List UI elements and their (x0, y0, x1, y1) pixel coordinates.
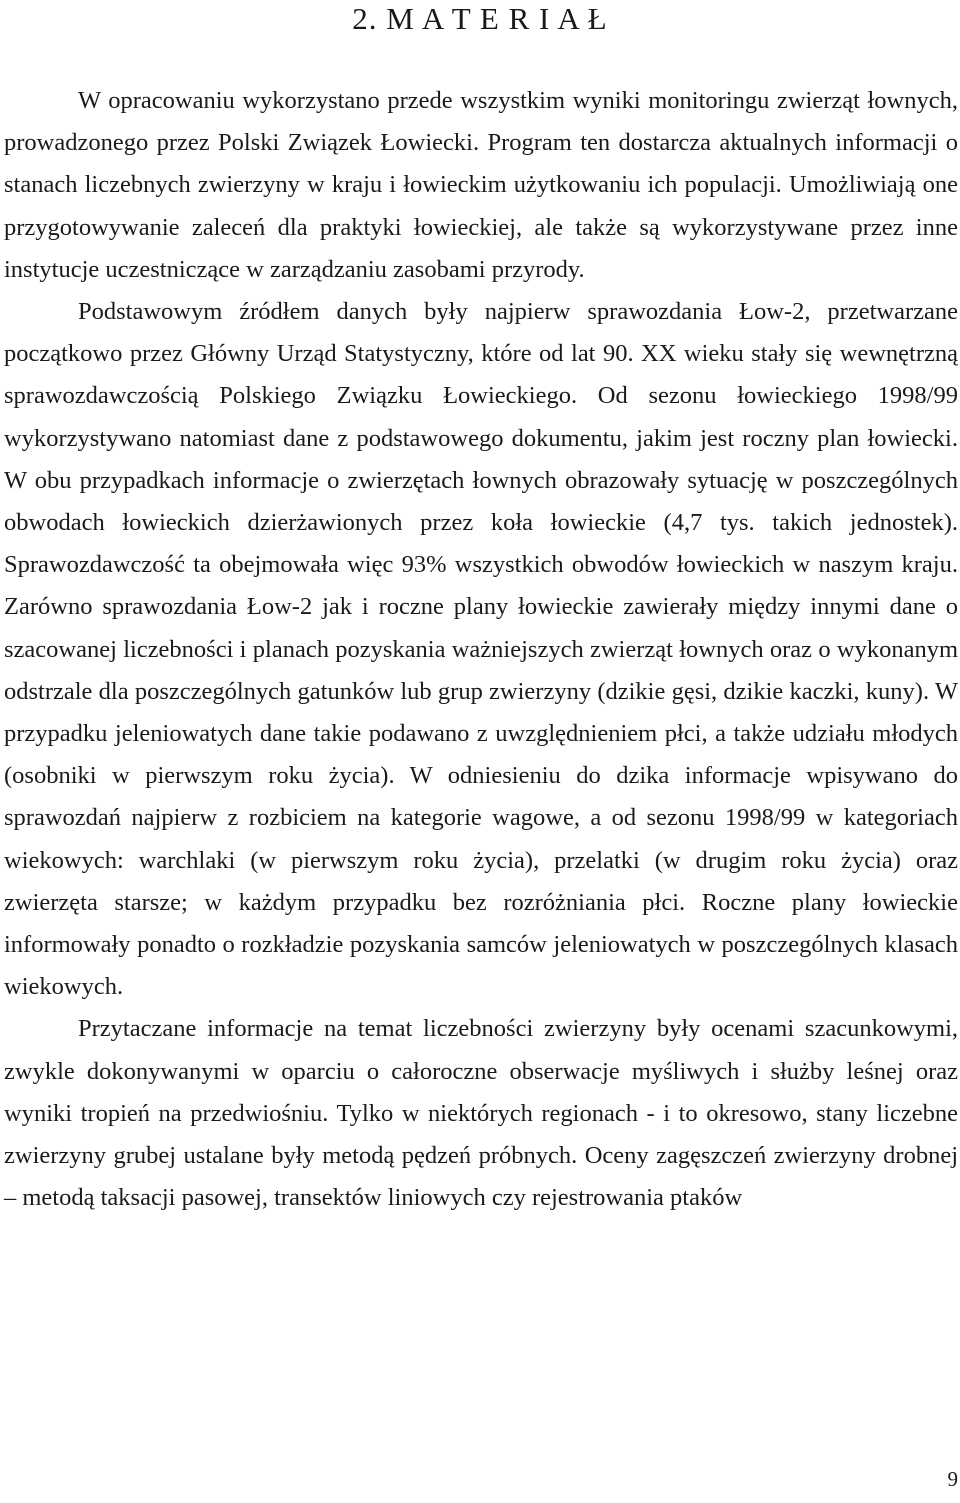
paragraph-1: W opracowaniu wykorzystano przede wszystkim wyniki monitoringu zwierząt łownych, prowadzonego przez Polski Związek Łowiecki. Program ten dostarcza aktualnych informacji o stanach liczebnych zwierzyny w kraju i łowieckim użytkowaniu ich populacji. Umożliwiają one przygotowywanie zaleceń dla praktyki łowieckiej, ale także są wykorzystywane przez inne instytucje uczestniczące w zarządzaniu zasobami przyrody. (4, 87, 958, 283)
paragraph-3: Przytaczane informacje na temat liczebności zwierzyny były ocenami szacunkowymi, zwykle dokonywanymi w oparciu o całoroczne obserwacje myśliwych i służby leśnej oraz wyniki tropień na przedwiośniu. Tylko w niektórych regionach - i to okresowo, stany liczebne zwierzyny grubej ustalane były metodą pędzeń próbnych. Oceny zagęszczeń zwierzyny drobnej – metodą taksacji pasowej, transektów liniowych czy rejestrowania ptaków (4, 1015, 958, 1212)
paragraph-2: Podstawowym źródłem danych były najpierw sprawozdania Łow-2, przetwarzane początkowo przez Główny Urząd Statystyczny, które od lat 90. XX wieku stały się wewnętrzną sprawozdawczością Polskiego Związku Łowieckiego. Od sezonu łowieckiego 1998/99 wykorzystywano natomiast dane z podstawowego dokumentu, jakim jest roczny plan łowiecki. W obu przypadkach informacje o zwierzętach łownych obrazowały sytuację w poszczególnych obwodach łowieckich dzierżawionych przez koła łowieckie (4,7 tys. takich jednostek). Sprawozdawczość ta obejmowała więc 93% wszystkich obwodów łowieckich w naszym kraju. Zarówno sprawozdania Łow-2 jak i roczne plany łowieckie zawierały między innymi dane o szacowanej liczebności i planach pozyskania ważniejszych zwierząt łownych oraz o wykonanym odstrzale dla poszczególnych gatunków lub grup zwierzyny (dzikie gęsi, dzikie kaczki, kuny). W przypadku jeleniowatych dane takie podawano z uwzględnieniem płci, a także udziału młodych (osobniki w pierwszym roku życia). W odniesieniu do dzika informacje wpisywano do sprawozdań najpierw z rozbiciem na kategorie wagowe, a od sezonu 1998/99 w kategoriach wiekowych: warchlaki (w pierwszym roku życia), przelatki (w drugim roku życia) oraz zwierzęta starsze; w każdym przypadku bez rozróżniania płci. Roczne plany łowieckie informowały ponadto o rozkładzie pozyskania samców jeleniowatych w poszczególnych klasach wiekowych. (4, 298, 958, 1001)
section-heading: 2. M A T E R I A Ł (352, 1, 608, 36)
page-number: 9 (947, 1467, 958, 1491)
body-text (4, 80, 958, 1219)
